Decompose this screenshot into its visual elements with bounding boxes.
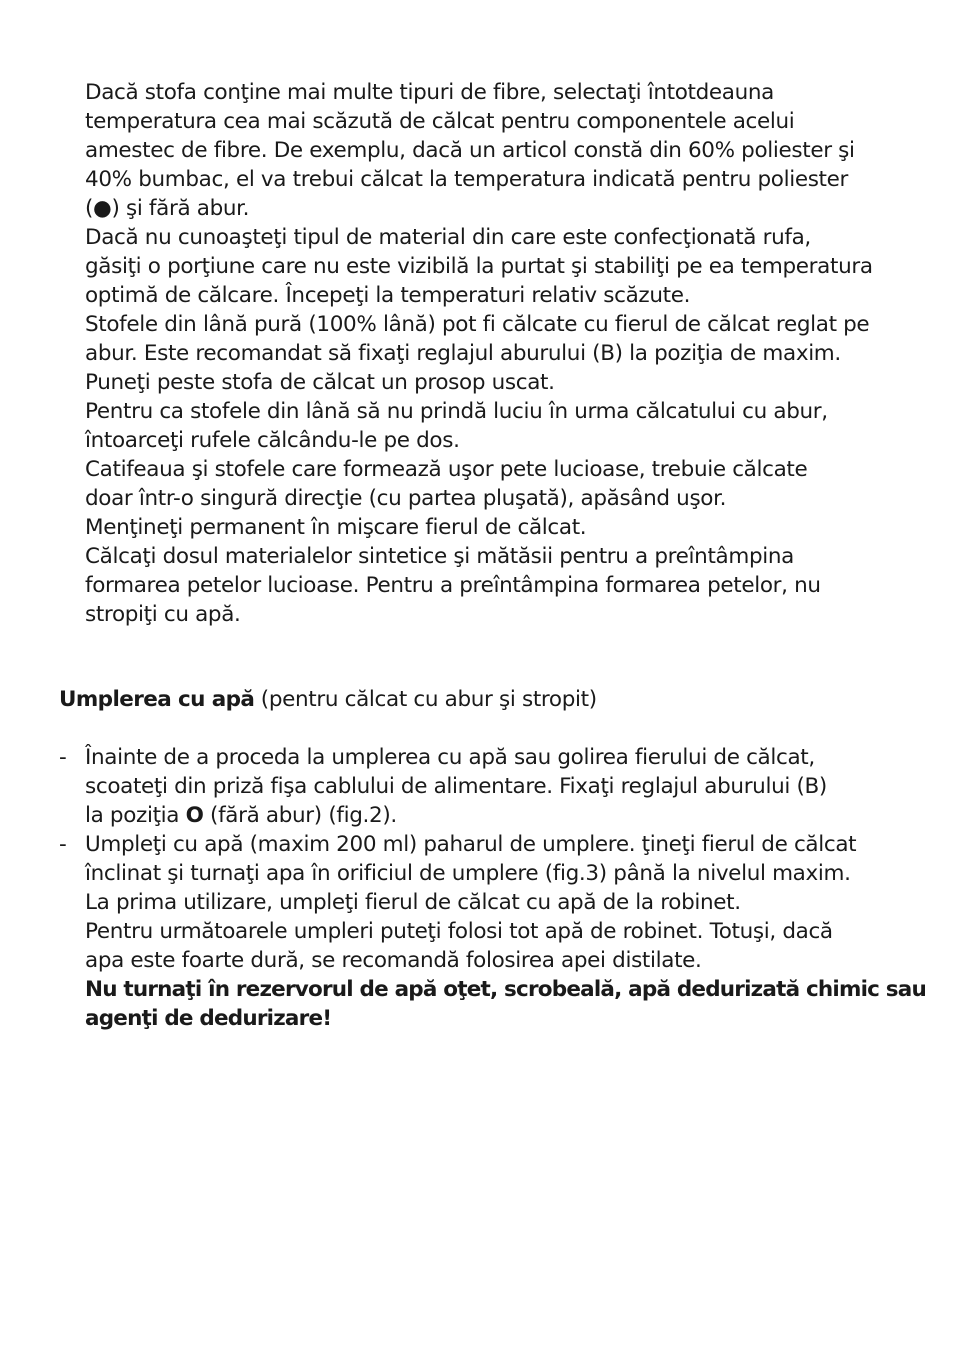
section-subtitle: (pentru călcat cu abur şi stropit) [254, 687, 597, 712]
text-line: amestec de fibre. De exemplu, dacă un articol constă din 60% poliester şi [85, 138, 855, 163]
text-line: doar într-o singură direcţie (cu partea pluşată), apăsând uşor. [85, 486, 727, 511]
text-line: Stofele din lână pură (100% lână) pot fi călcate cu fierul de călcat reglat pe [85, 312, 870, 337]
text-fragment: (fără abur) (fig.2). [203, 803, 397, 828]
text-line: optimă de călcare. Începeţi la temperaturi relativ scăzute. [85, 283, 691, 308]
text-line: Puneţi peste stofa de călcat un prosop uscat. [85, 370, 555, 395]
section-heading [59, 685, 597, 714]
text-line: Înainte de a proceda la umplerea cu apă sau golirea fierului de călcat, [85, 745, 815, 770]
text-line: înclinat şi turnaţi apa în orificiul de umplere (fig.3) până la nivelul maxim. [85, 861, 851, 886]
text-line: Catifeaua şi stofele care formează uşor pete lucioase, trebuie călcate [85, 457, 808, 482]
text-line: 40% bumbac, el va trebui călcat la temperatura indicată pentru poliester [85, 167, 848, 192]
list-dash: - [59, 832, 67, 857]
list-dash: - [59, 745, 67, 770]
text-line: La prima utilizare, umpleţi fierul de călcat cu apă de la robinet. [85, 890, 741, 915]
steam-off-symbol: O [185, 803, 204, 828]
text-line: găsiţi o porţiune care nu este vizibilă la purtat şi stabiliţi pe ea temperatura [85, 254, 873, 279]
text-line: Pentru următoarele umpleri puteţi folosi tot apă de robinet. Totuşi, dacă [85, 919, 833, 944]
text-line: Dacă nu cunoaşteţi tipul de material din care este confecţionată rufa, [85, 225, 811, 250]
text-fragment: la poziţia [85, 803, 186, 828]
text-line: formarea petelor lucioase. Pentru a preîntâmpina formarea petelor, nu [85, 573, 821, 598]
text-line: Dacă stofa conţine mai multe tipuri de fibre, selectaţi întotdeauna [85, 80, 775, 105]
instruction-list [59, 743, 927, 1033]
text-line: Umpleţi cu apă (maxim 200 ml) paharul de umplere. ţineţi fierul de călcat [85, 832, 857, 857]
text-line [85, 801, 919, 830]
list-item [59, 830, 927, 1033]
warning-line: agenţi de dedurizare! [85, 1006, 332, 1031]
text-line: temperatura cea mai scăzută de călcat pentru componentele acelui [85, 109, 795, 134]
text-line: abur. Este recomandat să fixaţi reglajul aburului (B) la poziţia de maxim. [85, 341, 841, 366]
warning-line: Nu turnaţi în rezervorul de apă oţet, scrobeală, apă dedurizată chimic sau [85, 977, 927, 1002]
text-line: (●) şi fără abur. [85, 196, 250, 221]
text-line: scoateţi din priză fişa cablului de alimentare. Fixaţi reglajul aburului (B) [85, 774, 827, 799]
text-line: Pentru ca stofele din lână să nu prindă luciu în urma călcatului cu abur, [85, 399, 828, 424]
list-item [59, 743, 919, 830]
section-title: Umplerea cu apă [59, 687, 255, 712]
text-line: Menţineţi permanent în mişcare fierul de călcat. [85, 515, 587, 540]
text-line: apa este foarte dură, se recomandă folosirea apei distilate. [85, 948, 702, 973]
text-line: stropiţi cu apă. [85, 602, 241, 627]
text-line: Călcaţi dosul materialelor sintetice şi mătăsii pentru a preîntâmpina [85, 544, 794, 569]
intro-paragraphs [85, 78, 905, 629]
text-line: întoarceţi rufele călcându-le pe dos. [85, 428, 460, 453]
